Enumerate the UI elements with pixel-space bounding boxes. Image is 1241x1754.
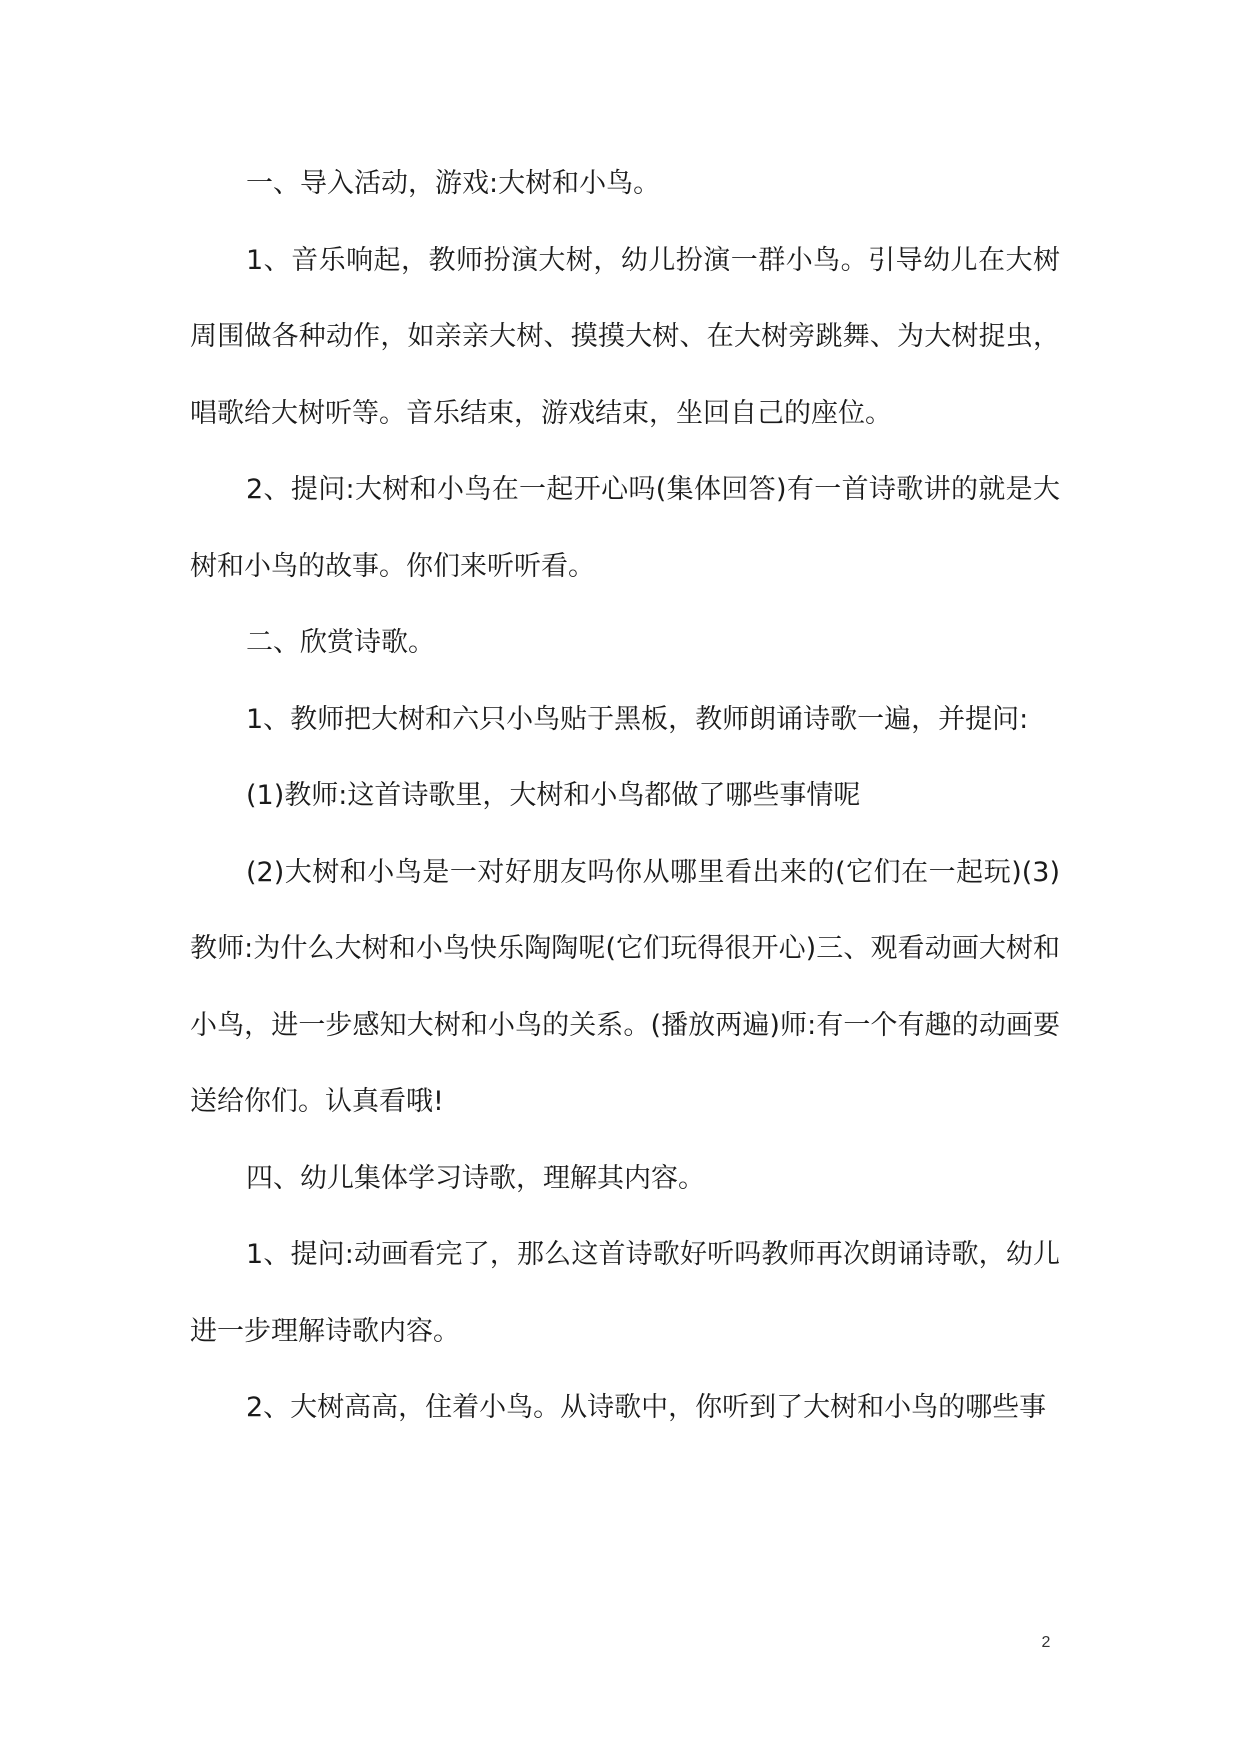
paragraph-learning-heading: 四、幼儿集体学习诗歌，理解其内容。 xyxy=(246,1162,705,1194)
document-body xyxy=(190,146,1060,1447)
paragraph-intro-step-1: 1、音乐响起，教师扮演大树，幼儿扮演一群小鸟。引导幼儿在大树周围做各种动作，如亲亲大树、摸摸大树、在大树旁跳舞、为大树捉虫， 唱歌给大树听等。音乐结束，游戏结束，坐回自己的座位。 xyxy=(190,244,1060,429)
paragraph-question-1: (1)教师:这首诗歌里，大树和小鸟都做了哪些事情呢 xyxy=(246,780,861,811)
paragraph-appreciation-heading: 二、欣赏诗歌。 xyxy=(246,627,435,658)
paragraph-intro-heading: 一、导入活动，游戏:大树和小鸟。 xyxy=(246,168,661,199)
paragraph-intro-step-2: 2、提问:大树和小鸟在一起开心吗(集体回答)有一首诗歌讲的就是大树和小鸟的故事。你们来听听看。 xyxy=(190,474,1060,582)
paragraph-question-2-3: (2)大树和小鸟是一对好朋友吗你从哪里看出来的(它们在一起玩)(3)教师:为什么大树和小鸟快乐陶陶呢(它们玩得很开心)三、观看动画大树和小鸟，进一步感知大树和小鸟的关系。(播放两遍)师:有一个有趣的动画要送给你们。认真看哦! xyxy=(190,856,1060,1117)
paragraph-appreciation-step-1: 1、教师把大树和六只小鸟贴于黑板，教师朗诵诗歌一遍，并提问: xyxy=(246,703,1029,735)
page-number: 2 xyxy=(1041,1634,1051,1651)
paragraph-learning-step-1: 1、提问:动画看完了，那么这首诗歌好听吗教师再次朗诵诗歌，幼儿进一步理解诗歌内容。 xyxy=(190,1239,1060,1347)
paragraph-learning-step-2: 2、大树高高，住着小鸟。从诗歌中，你听到了大树和小鸟的哪些事 xyxy=(246,1392,1047,1423)
